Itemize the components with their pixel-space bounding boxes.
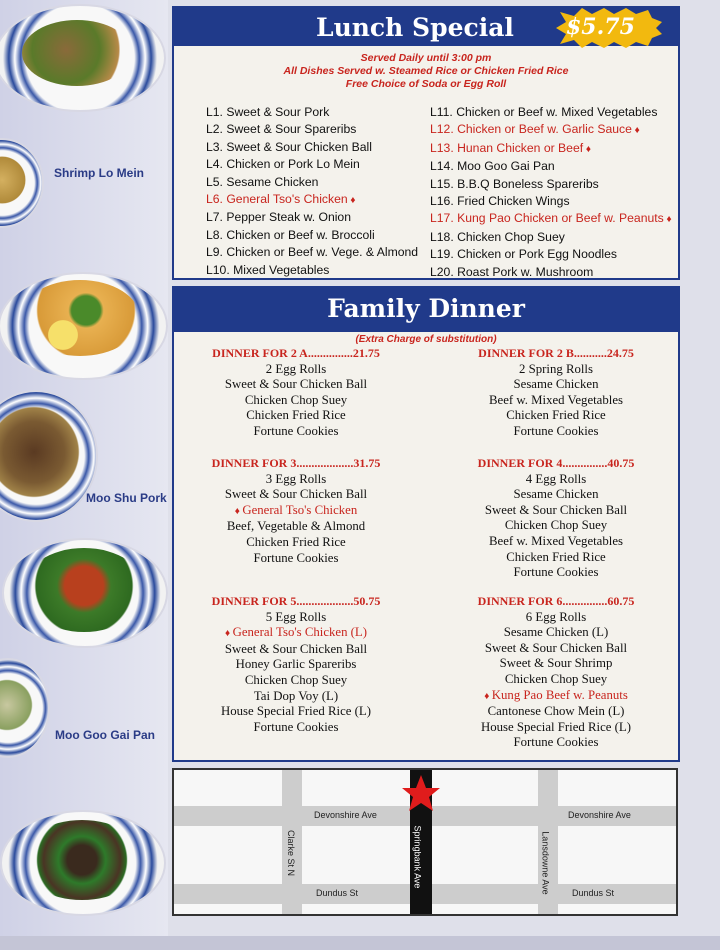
lunch-sub-1: Served Daily until 3:00 pm [360,52,492,64]
dinner-item-text: Sweet & Sour Shrimp [499,656,613,671]
lunch-item-text: L2. Sweet & Sour Spareribs [206,122,357,137]
dinner-item [436,503,676,519]
caption-moo-goo-gai-pan: Moo Goo Gai Pan [55,728,156,742]
lunch-item [430,158,672,175]
dinner-item [436,487,676,503]
dinner-item [436,518,676,534]
dinner-heading: DINNER FOR 5...................50.75 [211,594,381,608]
dinner-item [436,704,676,720]
lunch-item-text: L12. Chicken or Beef w. Garlic Sauce [430,122,632,137]
lunch-item [206,104,418,121]
lunch-item [206,262,418,279]
dinner-item [176,424,416,440]
lunch-item-text: L9. Chicken or Beef w. Vege. & Almond [206,245,419,260]
lunch-item-text: L3. Sweet & Sour Chicken Ball [206,139,372,154]
lunch-item [430,193,672,210]
devonshire-label-left: Devonshire Ave [314,810,377,820]
dinner-item-text: Sesame Chicken (L) [503,625,609,640]
dinner-item-text: Sesame Chicken [513,377,599,392]
lunch-price: $5.75 [566,14,635,40]
chili-pepper-icon: ♦ [663,214,672,226]
lunch-item-text: L13. Hunan Chicken or Beef [430,140,584,155]
dinner-item [176,503,416,520]
lunch-title: Lunch Special [316,13,514,42]
dinner-item-text: House Special Fried Rice (L) [221,704,371,719]
dinner-block [436,456,676,581]
dinner-item-text: Chicken Chop Suey [244,672,348,687]
food-3-lemon [38,320,88,350]
dinner-block [436,346,676,440]
dinner-item [436,625,676,641]
lunch-item-text: L15. B.B.Q Boneless Spareribs [430,176,599,191]
chili-pepper-icon: ♦ [583,143,592,155]
lunch-item-text: L16. Fried Chicken Wings [430,194,570,209]
dinner-item-text: Kung Pao Beef w. Peanuts [491,687,628,702]
dinner-item-text: 3 Egg Rolls [265,471,327,486]
dinner-item-text: Sweet & Sour Chicken Ball [224,487,368,502]
lunch-item [430,246,672,263]
dinner-item-text: Beef, Vegetable & Almond [226,519,366,534]
dinner-item [176,362,416,378]
dinner-item [176,408,416,424]
dinner-block [176,346,416,440]
dinner-item [436,656,676,672]
dinner-heading: DINNER FOR 6...............60.75 [477,594,635,608]
dinner-item-text: Sweet & Sour Chicken Ball [484,640,628,655]
lunch-item [206,227,418,244]
dinner-item-text: Chicken Fried Rice [506,549,606,564]
lunch-item [430,229,672,246]
dinner-item-text: Chicken Fried Rice [246,534,346,549]
dinner-item-text: Fortune Cookies [513,735,599,750]
dinner-item-text: Beef w. Mixed Vegetables [489,533,623,548]
dinner-heading: DINNER FOR 2 A...............21.75 [212,346,380,360]
dinner-item-text: Fortune Cookies [253,550,339,565]
dundus-label-left: Dundus St [316,888,359,898]
lunch-item-text: L6. General Tso's Chicken [206,192,348,207]
dinner-item [436,610,676,626]
dinner-item [176,704,416,720]
chili-pepper-icon: ♦ [631,125,640,137]
dinner-item-text: 4 Egg Rolls [525,471,587,486]
dinner-item [436,641,676,657]
dinner-item [436,424,676,440]
dinner-item-text: Chicken Fried Rice [506,408,606,423]
lunch-item [206,121,418,138]
lunch-item-text: L11. Chicken or Beef w. Mixed Vegetables [430,105,658,119]
lunch-item-text: L4. Chicken or Pork Lo Mein [206,157,360,172]
dinner-item [436,688,676,705]
dinner-item [176,472,416,488]
family-dinner-panel [172,286,680,762]
dinner-item-text: Chicken Chop Suey [504,518,608,533]
dinner-item [176,551,416,567]
dinner-item-text: 2 Egg Rolls [265,361,327,376]
lunch-item-text: L7. Pepper Steak w. Onion [206,210,351,225]
lunch-item-text: L10. Mixed Vegetables [206,262,330,277]
dinner-item-text: Chicken Fried Rice [246,408,346,423]
lunch-right-column [430,104,672,281]
photo-strip [0,0,168,950]
dinner-item-text: House Special Fried Rice (L) [481,719,631,734]
lunch-sub-3: Free Choice of Soda or Egg Roll [345,78,507,90]
lunch-header [174,8,678,46]
location-star-icon [401,774,441,812]
food-1 [22,20,132,86]
dinner-item-text: 2 Spring Rolls [519,361,593,376]
chili-pepper-icon: ♦ [484,690,492,702]
food-5 [22,548,146,632]
dinner-item-text: Beef w. Mixed Vegetables [489,392,623,407]
lunch-item [206,209,418,226]
dinner-item [176,487,416,503]
dinner-item-text: Cantonese Chow Mein (L) [487,704,625,719]
dinner-item-text: Fortune Cookies [253,719,339,734]
dinner-item-text: 6 Egg Rolls [525,609,587,624]
chili-pepper-icon: ♦ [224,628,233,640]
dinner-item [436,565,676,581]
dinner-item [176,689,416,705]
food-7 [20,820,144,900]
dinner-item-text: Tai Dop Voy (L) [253,688,339,703]
dinner-item-text: Sweet & Sour Chicken Ball [224,377,368,392]
dinner-block [176,456,416,566]
dinner-item [176,393,416,409]
dinner-item-text: Fortune Cookies [253,423,339,438]
page-bottom-edge [0,936,720,950]
lunch-item-text: L17. Kung Pao Chicken or Beef w. Peanuts [430,211,664,226]
lunch-item [430,176,672,193]
lansdowne-label: Lansdowne Ave [540,831,551,895]
springbank-label: Springbank Ave [412,825,423,889]
dinner-item-text: Honey Garlic Spareribs [235,657,357,672]
dinner-item-text: Chicken Chop Suey [504,671,608,686]
lunch-item [430,104,672,121]
lunch-sub-2: All Dishes Served w. Steamed Rice or Chicken Fried Rice [283,65,569,77]
lunch-left-column [206,104,418,279]
lunch-item-text: L18. Chicken Chop Suey [430,229,565,244]
lunch-item [430,264,672,281]
lunch-special-panel [172,6,680,280]
dinner-heading: DINNER FOR 3...................31.75 [211,456,381,470]
dinner-item [176,625,416,642]
dinner-heading: DINNER FOR 4...............40.75 [477,456,635,470]
dinner-item [176,642,416,658]
family-note: (Extra Charge of substitution) [355,334,497,345]
dinner-item [176,377,416,393]
dinner-item-text: Chicken Chop Suey [244,392,348,407]
dinner-item [436,720,676,736]
lunch-item [206,174,418,191]
lunch-item [430,210,672,228]
lunch-item [206,139,418,156]
dinner-item [436,362,676,378]
lunch-item-text: L19. Chicken or Pork Egg Noodles [430,247,617,262]
location-map [172,768,678,916]
dinner-item-text: Sweet & Sour Chicken Ball [224,641,368,656]
lunch-item-text: L8. Chicken or Beef w. Broccoli [206,227,375,242]
dinner-heading: DINNER FOR 2 B...........24.75 [478,346,634,360]
caption-moo-shu-pork: Moo Shu Pork [86,491,167,505]
price-badge [552,8,664,48]
dinner-item-text: Sesame Chicken [513,487,599,502]
clarke-label: Clarke St N [286,829,297,877]
dinner-item-text: Fortune Cookies [513,423,599,438]
dinner-item [176,610,416,626]
dinner-block [176,594,416,735]
lunch-item [430,140,672,158]
dinner-item-text: Sweet & Sour Chicken Ball [484,502,628,517]
lunch-item-text: L20. Roast Pork w. Mushroom [430,264,594,279]
dinner-item [436,472,676,488]
lunch-item-text: L14. Moo Goo Gai Pan [430,159,555,174]
dinner-item [436,672,676,688]
lunch-item-text: L5. Sesame Chicken [206,174,319,189]
dinner-item-text: Fortune Cookies [513,565,599,580]
caption-shrimp-lo-mein: Shrimp Lo Mein [54,166,144,180]
lunch-item [206,244,418,261]
dinner-item [436,534,676,550]
dinner-item [436,408,676,424]
dinner-item [436,393,676,409]
dinner-item [436,377,676,393]
family-header: Family Dinner [174,288,678,332]
dundus-label-right: Dundus St [572,888,615,898]
devonshire-label-right: Devonshire Ave [568,810,631,820]
dinner-item-text: 5 Egg Rolls [265,609,327,624]
dinner-item-text: General Tso's Chicken (L) [232,625,368,640]
dinner-item [436,550,676,566]
chili-pepper-icon: ♦ [234,505,243,517]
dinner-item [176,657,416,673]
dinner-item [176,720,416,736]
lunch-item-text: L1. Sweet & Sour Pork [206,105,330,119]
dinner-block [436,594,676,751]
lunch-item [206,156,418,173]
chili-pepper-icon: ♦ [347,195,356,207]
dinner-item [176,673,416,689]
dinner-item [436,735,676,751]
dinner-item [176,519,416,535]
dinner-item [176,535,416,551]
lunch-item [430,121,672,139]
lunch-item [206,191,418,209]
dinner-item-text: General Tso's Chicken [242,502,358,517]
